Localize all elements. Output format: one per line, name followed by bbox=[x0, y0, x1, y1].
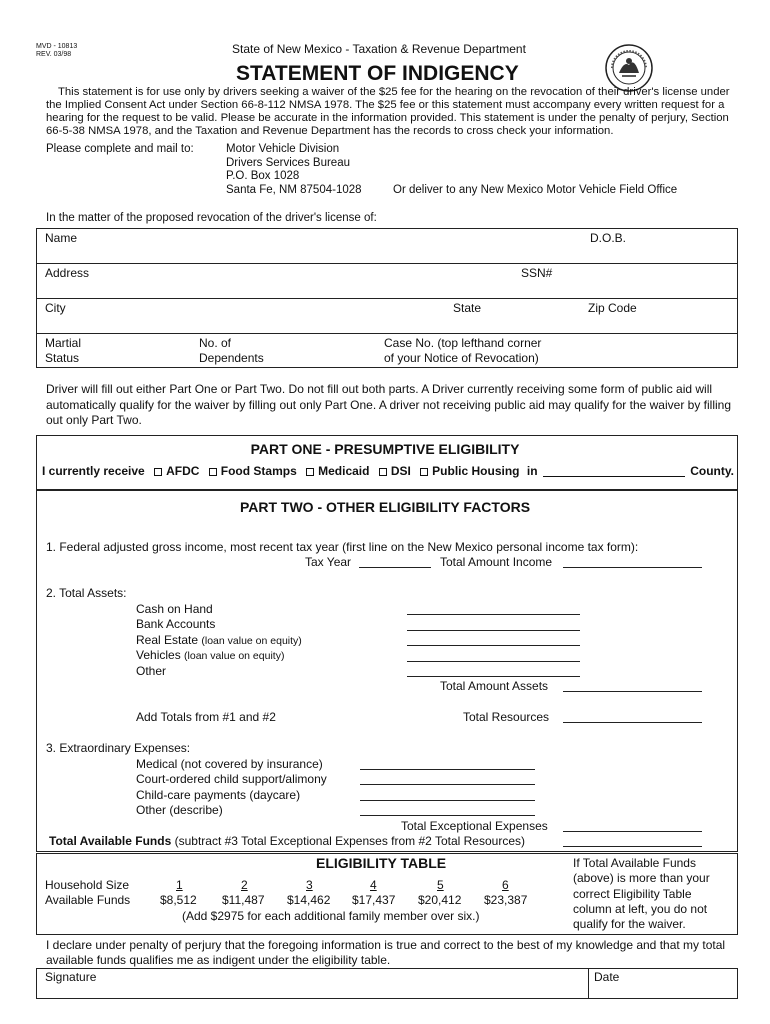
signature-box bbox=[36, 968, 738, 999]
item1-label: 1. Federal adjusted gross income, most recent tax year (first line on the New Mexico personal income tax form): bbox=[46, 540, 639, 554]
divider bbox=[36, 263, 738, 264]
total-resources-input[interactable] bbox=[563, 722, 702, 723]
bank-input[interactable] bbox=[407, 630, 580, 631]
signature-field[interactable]: Signature bbox=[45, 970, 97, 984]
food-stamps-checkbox[interactable] bbox=[209, 468, 217, 476]
public-housing-label: Public Housing bbox=[432, 464, 520, 478]
in-label: in bbox=[526, 464, 538, 478]
address-field[interactable]: Address bbox=[45, 266, 90, 280]
household-size-1: 1 bbox=[176, 878, 183, 892]
divider bbox=[36, 298, 738, 299]
total-resources-label: Total Resources bbox=[463, 710, 550, 724]
bank-label: Bank Accounts bbox=[136, 617, 216, 631]
other-expenses-label: Other (describe) bbox=[136, 803, 223, 817]
afdc-checkbox[interactable] bbox=[154, 468, 162, 476]
total-income-input[interactable] bbox=[563, 567, 702, 568]
intro-paragraph: This statement is for use only by drivers seeking a waiver of the $25 fee for the hearing on the revocation of their driver's license under the Implied Consent Act under Section 66-8-112 NMSA 1978. The $25 fee or this statement must accompany every written request for a hearing for the request to be valid. Please be accurate in the information provided. This statement is under the penalty of perjury, Section 66-5-38 NMSA 1978, and the Taxation and Revenue Department has the records to cross check your information. bbox=[46, 86, 730, 137]
cash-input[interactable] bbox=[407, 614, 580, 615]
total-assets-label: Total Amount Assets bbox=[440, 679, 549, 693]
dsi-checkbox[interactable] bbox=[379, 468, 387, 476]
household-size-5: 5 bbox=[437, 878, 444, 892]
city-field[interactable]: City bbox=[45, 301, 66, 315]
matter-line: In the matter of the proposed revocation of the driver's license of: bbox=[46, 212, 377, 224]
funds-amount-1: $8,512 bbox=[160, 893, 197, 907]
mail-address-line: Drivers Services Bureau bbox=[226, 157, 350, 169]
child-support-label: Court-ordered child support/alimony bbox=[136, 772, 327, 786]
ssn-field[interactable]: SSN# bbox=[521, 266, 553, 280]
agency-name: State of New Mexico - Taxation & Revenue Department bbox=[232, 42, 526, 56]
marital-status-label: Status bbox=[45, 351, 80, 365]
item2-label: 2. Total Assets: bbox=[46, 586, 127, 600]
vehicles-label: Vehicles (loan value on equity) bbox=[136, 648, 285, 662]
child-support-input[interactable] bbox=[360, 784, 535, 785]
date-field[interactable]: Date bbox=[594, 970, 620, 984]
eligibility-note: If Total Available Funds (above) is more than your correct Eligibility Table column at left, you do not qualify for the waiver. bbox=[573, 856, 710, 932]
household-size-4: 4 bbox=[370, 878, 377, 892]
page-title: STATEMENT OF INDIGENCY bbox=[236, 62, 519, 85]
additional-member-note: (Add $2975 for each additional family member over six.) bbox=[182, 909, 480, 923]
real-estate-input[interactable] bbox=[407, 645, 580, 646]
available-funds-label: Total Available Funds (subtract #3 Total Exceptional Expenses from #2 Total Resources) bbox=[49, 834, 525, 848]
other-assets-input[interactable] bbox=[407, 676, 580, 677]
case-number-label: of your Notice of Revocation) bbox=[384, 351, 539, 365]
county-input[interactable] bbox=[543, 476, 685, 477]
funds-amount-4: $17,437 bbox=[352, 893, 396, 907]
part-one-options bbox=[42, 464, 734, 478]
part-one-title: PART ONE - PRESUMPTIVE ELIGIBILITY bbox=[250, 441, 520, 457]
household-size-3: 3 bbox=[306, 878, 313, 892]
household-size-label: Household Size bbox=[45, 878, 130, 892]
case-number-label[interactable]: Case No. (top lefthand corner bbox=[384, 336, 542, 350]
household-size-6: 6 bbox=[502, 878, 509, 892]
mail-address-line: Motor Vehicle Division bbox=[226, 143, 340, 155]
eligibility-title: ELIGIBILITY TABLE bbox=[316, 855, 447, 871]
medicaid-label: Medicaid bbox=[318, 464, 370, 478]
funds-amount-5: $20,412 bbox=[418, 893, 462, 907]
mail-label: Please complete and mail to: bbox=[46, 143, 194, 155]
declaration-paragraph: I declare under penalty of perjury that the foregoing information is true and correct to the best of my knowledge and that my total available funds qualifies me as indigent under the eligibility table. bbox=[46, 938, 726, 967]
name-field[interactable]: Name bbox=[45, 231, 78, 245]
total-assets-input[interactable] bbox=[563, 691, 702, 692]
divider bbox=[36, 333, 738, 334]
county-label: County. bbox=[690, 464, 734, 478]
medicaid-checkbox[interactable] bbox=[306, 468, 314, 476]
tax-year-input[interactable] bbox=[359, 567, 431, 568]
part-one-lead: I currently receive bbox=[42, 464, 145, 478]
other-expenses-input[interactable] bbox=[360, 815, 535, 816]
child-care-input[interactable] bbox=[360, 800, 535, 801]
tax-year-label: Tax Year bbox=[305, 555, 352, 569]
funds-amount-3: $14,462 bbox=[287, 893, 331, 907]
vehicles-input[interactable] bbox=[407, 661, 580, 662]
funds-amount-6: $23,387 bbox=[484, 893, 528, 907]
cash-label: Cash on Hand bbox=[136, 602, 213, 616]
dsi-label: DSI bbox=[390, 464, 411, 478]
zip-field[interactable]: Zip Code bbox=[588, 301, 637, 315]
real-estate-label: Real Estate (loan value on equity) bbox=[136, 633, 302, 647]
public-housing-checkbox[interactable] bbox=[420, 468, 428, 476]
medical-label: Medical (not covered by insurance) bbox=[136, 757, 323, 771]
deliver-note: Or deliver to any New Mexico Motor Vehicle Field Office bbox=[393, 184, 678, 196]
total-income-label: Total Amount Income bbox=[440, 555, 553, 569]
total-exceptional-input[interactable] bbox=[563, 831, 702, 832]
mail-address-line: Santa Fe, NM 87504-1028 bbox=[226, 184, 362, 196]
household-size-2: 2 bbox=[241, 878, 248, 892]
dob-field[interactable]: D.O.B. bbox=[590, 231, 627, 245]
dependents-label: Dependents bbox=[199, 351, 264, 365]
total-exceptional-label: Total Exceptional Expenses bbox=[401, 819, 548, 833]
medical-input[interactable] bbox=[360, 769, 535, 770]
mail-address-line: P.O. Box 1028 bbox=[226, 170, 300, 182]
instructions-paragraph: Driver will fill out either Part One or Part Two. Do not fill out both parts. A Driver currently receiving some form of public aid will automatically qualify for the waiver by filling out only Part One. A driver not receiving public aid may qualify for the waiver by filling out only Part Two. bbox=[46, 382, 731, 427]
food-stamps-label: Food Stamps bbox=[220, 464, 297, 478]
dependents-label[interactable]: No. of bbox=[199, 336, 232, 350]
child-care-label: Child-care payments (daycare) bbox=[136, 788, 301, 802]
other-assets-label: Other bbox=[136, 664, 167, 678]
form-revision: REV. 03/98 bbox=[36, 51, 72, 58]
available-funds-row-label: Available Funds bbox=[45, 893, 131, 907]
divider bbox=[588, 968, 589, 999]
state-field[interactable]: State bbox=[453, 301, 482, 315]
part-two-title: PART TWO - OTHER ELIGIBILITY FACTORS bbox=[239, 499, 531, 515]
form-number: MVD - 10813 bbox=[36, 43, 78, 50]
funds-amount-2: $11,487 bbox=[222, 893, 265, 907]
afdc-label: AFDC bbox=[166, 464, 200, 478]
marital-status-label[interactable]: Martial bbox=[45, 336, 82, 350]
available-funds-input[interactable] bbox=[563, 846, 702, 847]
item3-label: 3. Extraordinary Expenses: bbox=[46, 741, 191, 755]
add-totals-label: Add Totals from #1 and #2 bbox=[136, 710, 276, 724]
